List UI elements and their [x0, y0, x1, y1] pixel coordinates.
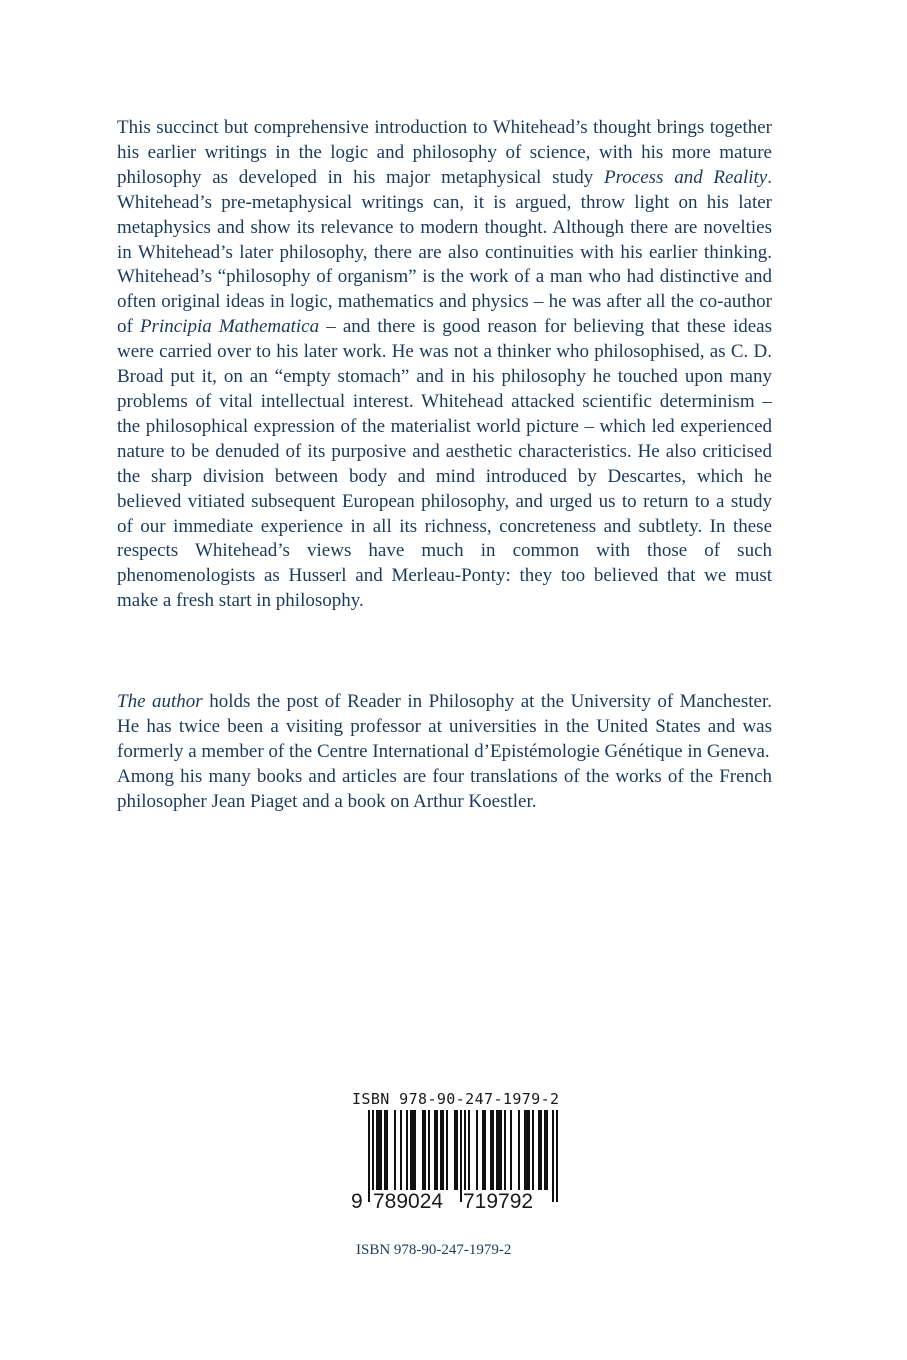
author-publications: Among his many books and articles are four translations of the works of the French philosopher Jean Piaget and a book on Arthur Koestler.	[117, 765, 772, 812]
barcode-bar	[482, 1110, 484, 1190]
barcode-bar	[380, 1110, 382, 1190]
barcode-bar	[552, 1110, 554, 1202]
barcode-bar	[496, 1110, 498, 1190]
barcode-bar	[524, 1110, 526, 1190]
barcode-bar	[460, 1110, 462, 1202]
barcode-bar	[434, 1110, 436, 1190]
description-text: – and there is good reason for believing that these ideas were carried over to his later work. He was not a thinker who philosophised, as C. D. Broad put it, on an “empty stomach” and in his philosophy he touched upon many problems of vital intellectual interest. Whitehead attacked scientific determinism – the philosophical expression of the materialist world picture – which led experienced nature to be denuded of its purposive and aesthetic characteristics. He also criticised the sharp division between body and mind introduced by Descartes, which he believed vitiated subsequent European philosophy, and urged us to return to a study of our immediate experience in all its richness, concreteness and subtlety. In these respects Whitehead’s views have much in common with those of such phenomenologists as Husserl and Merleau-Ponty: they too believed that we must make a fresh start in philosophy.	[117, 316, 772, 612]
barcode-bar	[442, 1110, 444, 1190]
barcode-digits-right: 719792	[463, 1190, 534, 1213]
barcode-digits-left: 789024	[373, 1190, 444, 1213]
barcode-bar	[504, 1110, 506, 1190]
barcode-bar	[406, 1110, 408, 1190]
barcode-bar	[400, 1110, 402, 1190]
description-text: . Whitehead’s pre-metaphysical writings can, it is argued, throw light on his later metaphysics and show its relevance to modern thought. Although there are novelties in Whitehead’s later philosophy, there are also continuities with his earlier thinking. Whitehead’s “philosophy of organism” is the work of a man who had distinctive and often original ideas in logic, mathematics and physics – he was after all the co-author of	[117, 166, 772, 338]
barcode-bar	[428, 1110, 430, 1190]
barcode-bar	[456, 1110, 458, 1190]
barcode-bar	[526, 1110, 528, 1190]
barcode-block	[348, 1090, 578, 1230]
barcode-bar	[532, 1110, 534, 1190]
description-paragraph	[117, 116, 772, 614]
barcode-bar	[386, 1110, 388, 1190]
book-title-process-and-reality: Process and Reality	[604, 166, 768, 188]
isbn-footer: ISBN 978-90-247-1979-2	[356, 1242, 512, 1258]
barcode-bar	[422, 1110, 424, 1190]
barcode-bar	[556, 1110, 558, 1202]
barcode-bar	[510, 1110, 512, 1190]
barcode-bar	[500, 1110, 502, 1190]
barcode-bar	[446, 1110, 448, 1190]
barcode-bar	[410, 1110, 412, 1190]
barcode-bar	[372, 1110, 374, 1202]
barcode-bar	[546, 1110, 548, 1190]
barcode-digits	[348, 1190, 558, 1216]
barcode-bar	[518, 1110, 520, 1190]
barcode-isbn-label: ISBN 978-90-247-1979-2	[352, 1090, 560, 1108]
author-label: The author	[117, 691, 203, 712]
barcode-bar	[538, 1110, 540, 1190]
barcode-bar	[394, 1110, 396, 1190]
barcode-bar	[412, 1110, 414, 1190]
barcode-bar	[490, 1110, 492, 1190]
barcode-bar	[454, 1110, 456, 1190]
barcode-bar	[378, 1110, 380, 1190]
description-text: This succinct but comprehensive introduction to Whitehead’s thought brings together his earlier writings in the logic and philosophy of science, with his more mature philosophy as developed in his major metaphysical study	[117, 117, 772, 188]
barcode-bar	[468, 1110, 470, 1190]
barcode-bar	[492, 1110, 494, 1190]
barcode-bar	[484, 1110, 486, 1190]
barcode-bar	[440, 1110, 442, 1190]
barcode-bar	[540, 1110, 542, 1190]
barcode-bar	[436, 1110, 438, 1190]
author-bio-text: holds the post of Reader in Philosophy at the University of Manchester. He has twice been a visiting professor at universities in the United States and was formerly a member of the Centre International d’Epistémologie Génétique in Geneva.	[117, 691, 772, 762]
author-bio	[117, 690, 772, 815]
barcode-bar	[544, 1110, 546, 1190]
author-bio-paragraph	[117, 690, 772, 765]
barcode-bar	[464, 1110, 466, 1202]
barcode-bar	[384, 1110, 386, 1190]
barcode-bar	[368, 1110, 370, 1202]
barcode-bar	[476, 1110, 478, 1190]
barcode-bar	[376, 1110, 378, 1190]
barcode-digit-lead: 9	[351, 1190, 363, 1213]
barcode-bar	[414, 1110, 416, 1190]
barcode-bar	[498, 1110, 500, 1190]
barcode-bar	[528, 1110, 530, 1190]
barcode-bar	[424, 1110, 426, 1190]
book-title-principia-mathematica: Principia Mathematica	[139, 316, 320, 338]
